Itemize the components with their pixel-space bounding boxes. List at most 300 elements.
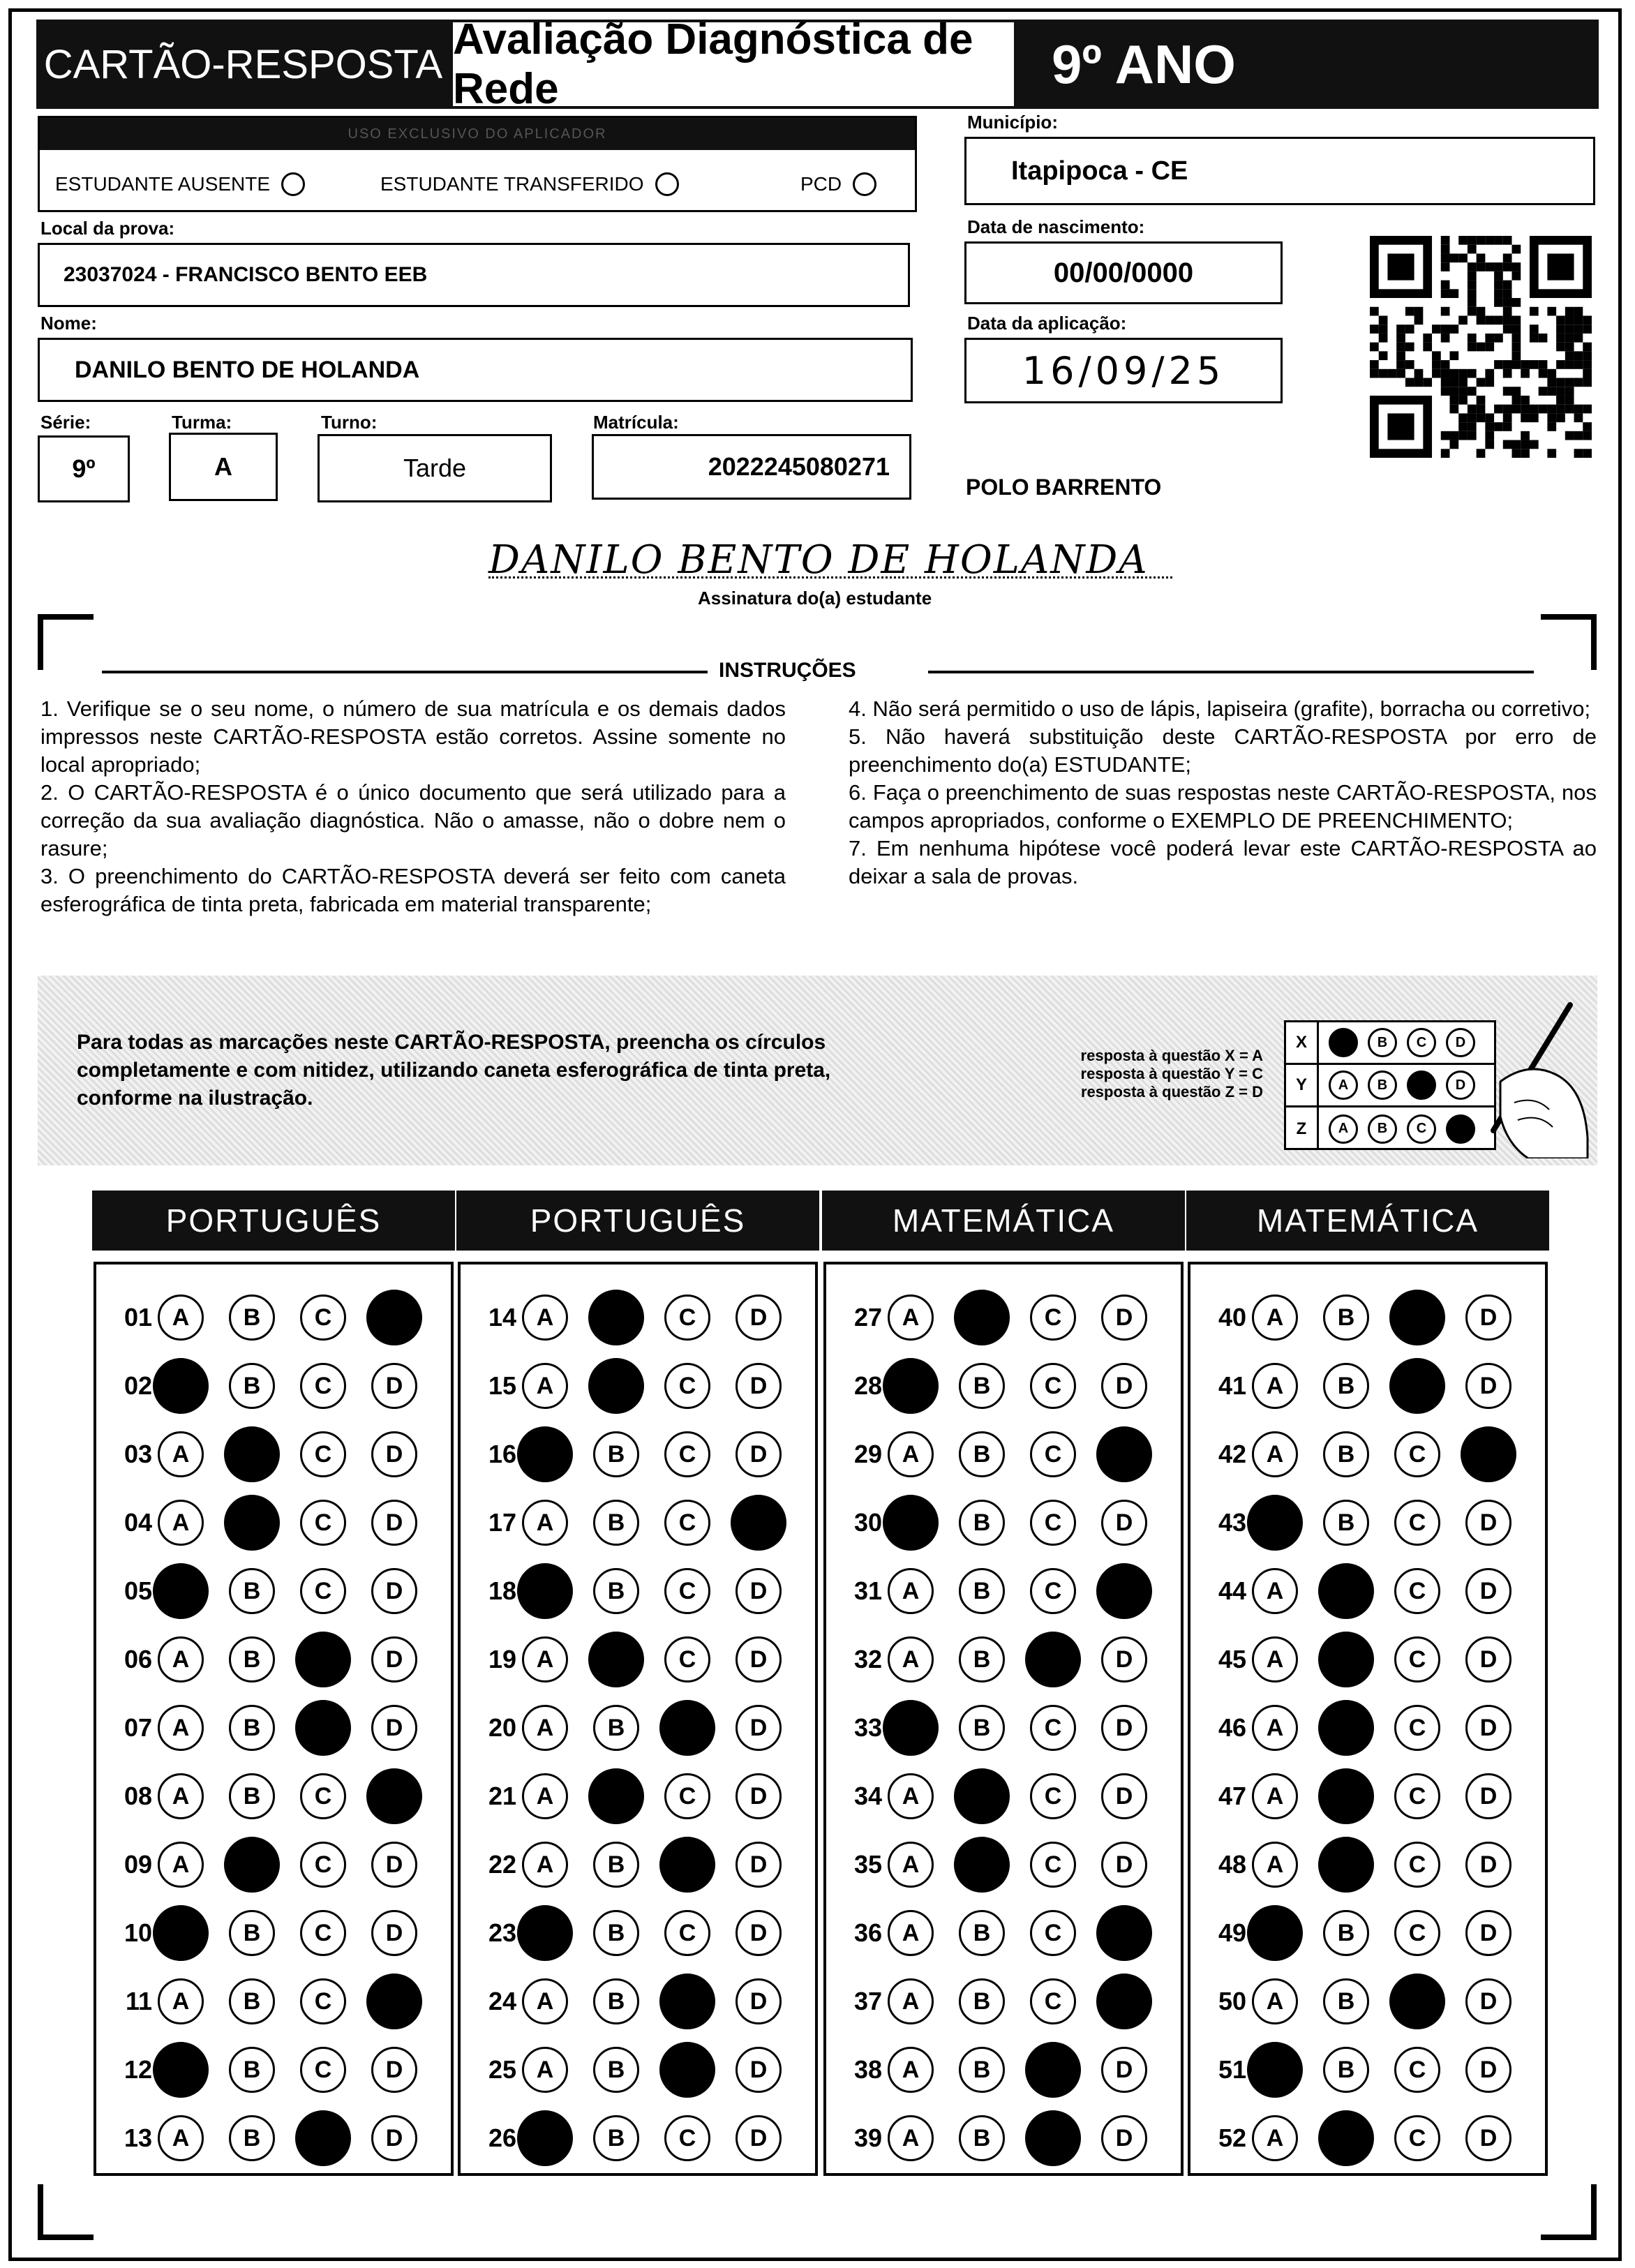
answer-bubble-letter: A [536,1509,554,1536]
answer-bubble-a[interactable] [1252,1363,1298,1409]
answer-bubble-c[interactable] [1394,1636,1440,1683]
answer-bubble-a[interactable] [158,1295,204,1341]
answer-bubble-c[interactable] [300,1773,346,1819]
answer-bubble-b[interactable] [954,1290,1010,1345]
answer-bubble-letter: C [1408,1919,1426,1946]
answer-bubble-a[interactable] [1252,1568,1298,1614]
answer-bubble-d[interactable] [1465,1295,1511,1341]
answer-bubble-b[interactable] [229,1295,275,1341]
answer-bubble-d[interactable] [1101,1636,1147,1683]
answer-bubble-c[interactable] [300,1842,346,1888]
answer-bubble-letter: A [902,2124,920,2151]
answer-bubble-letter: D [1115,1851,1133,1878]
answer-bubble-d[interactable] [731,1495,786,1551]
answer-bubble-a[interactable] [158,1705,204,1751]
answer-bubble-d[interactable] [1465,1500,1511,1546]
answer-bubble-c[interactable] [1394,2047,1440,2093]
answer-bubble-c[interactable] [664,1431,710,1477]
question-row [473,2045,807,2095]
answer-bubble-c[interactable] [1030,1568,1076,1614]
answer-bubble-c[interactable] [659,1974,715,2029]
answer-bubble-b[interactable] [959,2047,1005,2093]
answer-bubble-d[interactable] [736,1363,782,1409]
answer-bubble-a[interactable] [1247,1495,1303,1551]
answer-bubble-a[interactable] [522,1500,568,1546]
enrollment-label: Matrícula: [593,412,679,433]
answer-bubble-d[interactable] [736,1773,782,1819]
answer-bubble-d[interactable] [1101,1773,1147,1819]
example-row-label: Y [1286,1065,1319,1105]
answer-bubble-d[interactable] [1096,1905,1152,1961]
transferred-radio[interactable] [655,172,679,196]
answer-bubble-b[interactable] [1323,1500,1369,1546]
answer-bubble-c[interactable] [659,1837,715,1893]
answer-bubble-d[interactable] [366,1974,422,2029]
answer-bubble-b[interactable] [593,2047,639,2093]
answer-bubble-a[interactable] [158,1636,204,1683]
answer-bubble-d[interactable] [366,1290,422,1345]
answer-bubble-d[interactable] [1465,1568,1511,1614]
answer-bubble-letter: D [1479,1714,1498,1741]
answer-bubble-c[interactable] [300,1431,346,1477]
answer-bubble-a[interactable] [888,2115,934,2161]
answer-bubble-d[interactable] [371,1842,417,1888]
legend-item: resposta à questão X = A [1080,1047,1263,1064]
answer-bubble-c[interactable] [1394,1500,1440,1546]
answer-bubble-b[interactable] [593,1705,639,1751]
answer-bubble-b[interactable] [954,1837,1010,1893]
answer-bubble-a[interactable] [522,1773,568,1819]
answer-bubble-c[interactable] [664,1500,710,1546]
answer-bubble-d[interactable] [1461,1426,1516,1482]
answer-bubble-letter: A [536,1714,554,1741]
answer-bubble-d[interactable] [371,2047,417,2093]
answer-bubble-letter: D [1115,1782,1133,1810]
answer-bubble-a[interactable] [888,2047,934,2093]
answer-bubble-c[interactable] [664,1295,710,1341]
answer-bubble-a[interactable] [1252,1705,1298,1751]
answer-bubble-c[interactable] [300,1910,346,1956]
answer-bubble-c[interactable] [1394,1773,1440,1819]
answer-bubble-b[interactable] [1318,1837,1374,1893]
answer-bubble-d[interactable] [1465,2047,1511,2093]
shift-label: Turno: [321,412,378,433]
answer-bubble-b[interactable] [229,1773,275,1819]
answer-bubble-letter: D [385,1440,403,1468]
answer-bubble-c[interactable] [1030,1910,1076,1956]
answer-bubble-c[interactable] [1389,1358,1445,1414]
grade-title: 9º ANO [1017,20,1599,109]
answer-bubble-letter: C [1044,1304,1062,1331]
signature-line [488,576,1172,579]
answer-bubble-letter: B [607,1440,625,1468]
answer-bubble-b[interactable] [588,1768,644,1824]
answer-bubble-letter: C [314,1919,332,1946]
answer-bubble-a[interactable] [1252,1978,1298,2024]
answer-bubble-b[interactable] [593,1910,639,1956]
instruction-item: 1. Verifique se o seu nome, o número de sua matrícula e os demais dados impressos neste CARTÃO-RESPOSTA estão corretos. Assine somente no local apropriado; [40,696,786,777]
answer-bubble-b[interactable] [229,1636,275,1683]
exam-location-label: Local da prova: [40,218,175,239]
answer-bubble-b[interactable] [593,1431,639,1477]
answer-bubble-a[interactable] [1252,2115,1298,2161]
answer-bubble-d[interactable] [736,1842,782,1888]
answer-bubble-letter: C [678,1440,696,1468]
answer-bubble-a[interactable] [158,1500,204,1546]
question-number: 02 [124,1371,152,1400]
answer-bubble-a[interactable] [888,1568,934,1614]
question-number: 51 [1218,2055,1246,2084]
answer-bubble-letter: C [1408,1714,1426,1741]
answer-bubble-d[interactable] [736,2047,782,2093]
answer-bubble-d[interactable] [1101,1295,1147,1341]
instruction-item: 6. Faça o preenchimento de suas respostas neste CARTÃO-RESPOSTA, nos campos apropriados, conforme o EXEMPLO DE PREENCHIMENTO; [849,780,1597,833]
question-row [109,1292,442,1343]
answer-bubble-a[interactable] [1252,1773,1298,1819]
answer-bubble-b[interactable] [959,1568,1005,1614]
question-number: 42 [1218,1440,1246,1468]
example-bubble-c [1407,1028,1436,1057]
example-bubble-letter: D [1455,1077,1466,1093]
exam-location-value: 23037024 - FRANCISCO BENTO EEB [64,263,428,286]
answer-bubble-b[interactable] [959,1431,1005,1477]
answer-bubble-c[interactable] [295,2110,351,2166]
answer-bubble-a[interactable] [153,2042,209,2098]
answer-bubble-letter: D [749,1577,768,1604]
name-value: DANILO BENTO DE HOLANDA [75,356,420,383]
answer-bubble-letter: A [1266,2124,1284,2151]
answer-bubble-letter: C [1408,1851,1426,1878]
answer-bubble-b[interactable] [229,1363,275,1409]
answer-bubble-d[interactable] [371,1636,417,1683]
answer-bubble-letter: B [973,1714,991,1741]
question-row [109,1771,442,1821]
answer-bubble-c[interactable] [1030,1978,1076,2024]
answer-bubble-c[interactable] [1394,2115,1440,2161]
answer-bubble-a[interactable] [158,1978,204,2024]
answer-bubble-b[interactable] [229,1978,275,2024]
answer-bubble-a[interactable] [522,1705,568,1751]
answer-bubble-a[interactable] [153,1358,209,1414]
corner-mark-bottom-left [38,2184,94,2240]
answer-bubble-d[interactable] [1101,2115,1147,2161]
answer-bubble-c[interactable] [300,2047,346,2093]
answer-bubble-b[interactable] [588,1290,644,1345]
answer-bubble-d[interactable] [1096,1563,1152,1619]
answer-bubble-c[interactable] [1030,1500,1076,1546]
answer-bubble-b[interactable] [1323,1295,1369,1341]
question-row [1203,1498,1537,1548]
answer-bubble-c[interactable] [664,1773,710,1819]
answer-bubble-d[interactable] [1096,1974,1152,2029]
answer-bubble-b[interactable] [1323,2047,1369,2093]
answer-bubble-a[interactable] [883,1700,939,1756]
answer-bubble-c[interactable] [300,1295,346,1341]
answer-bubble-b[interactable] [959,1910,1005,1956]
pcd-radio[interactable] [853,172,876,196]
answer-bubble-letter: A [1266,1987,1284,2015]
answer-bubble-a[interactable] [888,1431,934,1477]
answer-bubble-d[interactable] [1465,1910,1511,1956]
answer-bubble-b[interactable] [593,2115,639,2161]
answer-bubble-b[interactable] [1323,1978,1369,2024]
question-row [839,2113,1172,2163]
answer-bubble-c[interactable] [1394,1842,1440,1888]
answer-bubble-c[interactable] [1030,1773,1076,1819]
answer-bubble-letter: C [1044,1987,1062,2015]
instructions-left [40,695,786,918]
answer-bubble-letter: A [172,1851,190,1878]
answer-bubble-b[interactable] [224,1837,280,1893]
answer-bubble-c[interactable] [659,1700,715,1756]
answer-bubble-b[interactable] [588,1632,644,1687]
question-number: 39 [853,2124,882,2152]
answer-bubble-b[interactable] [229,1910,275,1956]
answer-bubble-d[interactable] [371,1568,417,1614]
answer-bubble-a[interactable] [883,1495,939,1551]
answer-bubble-c[interactable] [1394,1705,1440,1751]
answer-bubble-d[interactable] [736,2115,782,2161]
answer-bubble-b[interactable] [593,1978,639,2024]
answer-bubble-d[interactable] [1101,1842,1147,1888]
answer-bubble-a[interactable] [517,1563,573,1619]
answer-bubble-d[interactable] [1101,1705,1147,1751]
answer-bubble-d[interactable] [1101,1363,1147,1409]
question-row [839,1908,1172,1958]
answer-bubble-d[interactable] [1465,1773,1511,1819]
answer-bubble-b[interactable] [593,1842,639,1888]
answer-bubble-a[interactable] [158,1431,204,1477]
question-number: 03 [124,1440,152,1468]
answer-bubble-a[interactable] [1252,1295,1298,1341]
answer-bubble-a[interactable] [153,1563,209,1619]
answer-bubble-a[interactable] [158,2115,204,2161]
example-row-label: X [1286,1022,1319,1063]
answer-bubble-a[interactable] [517,2110,573,2166]
answer-bubble-a[interactable] [1252,1431,1298,1477]
answer-bubble-a[interactable] [888,1636,934,1683]
answer-bubble-b[interactable] [1318,1700,1374,1756]
answer-bubble-a[interactable] [883,1358,939,1414]
question-number: 37 [853,1987,882,2015]
answer-bubble-c[interactable] [1030,1705,1076,1751]
answer-bubble-c[interactable] [1030,1295,1076,1341]
question-row [473,1771,807,1821]
answer-bubble-letter: D [385,1714,403,1741]
answer-bubble-b[interactable] [229,1705,275,1751]
answer-bubble-b[interactable] [1318,1632,1374,1687]
enrollment-value: 2022245080271 [708,452,890,481]
answer-bubble-d[interactable] [371,1705,417,1751]
answer-bubble-letter: B [607,1851,625,1878]
answer-bubble-d[interactable] [371,1363,417,1409]
answer-bubble-d[interactable] [371,1910,417,1956]
answer-bubble-c[interactable] [1030,1431,1076,1477]
answer-bubble-b[interactable] [959,1500,1005,1546]
answer-bubble-d[interactable] [736,1295,782,1341]
answer-bubble-c[interactable] [1030,1842,1076,1888]
answer-bubble-b[interactable] [1318,1563,1374,1619]
answer-bubble-d[interactable] [1101,2047,1147,2093]
answer-bubble-a[interactable] [517,1905,573,1961]
answer-bubble-c[interactable] [1389,1290,1445,1345]
answer-bubble-c[interactable] [1025,2110,1081,2166]
answer-bubble-c[interactable] [295,1700,351,1756]
answer-bubble-b[interactable] [1323,1363,1369,1409]
answer-bubble-b[interactable] [1323,1910,1369,1956]
answer-bubble-d[interactable] [736,1568,782,1614]
answer-bubble-a[interactable] [522,1295,568,1341]
answer-bubble-a[interactable] [517,1426,573,1482]
answer-bubble-d[interactable] [1465,1705,1511,1751]
answer-bubble-a[interactable] [1252,1842,1298,1888]
answer-bubble-a[interactable] [1247,2042,1303,2098]
answer-bubble-d[interactable] [371,1500,417,1546]
answer-bubble-d[interactable] [1101,1500,1147,1546]
answer-bubble-letter: C [1044,1714,1062,1741]
answer-bubble-letter: D [749,1987,768,2015]
example-bubble-d [1446,1114,1475,1144]
answer-bubble-letter: B [607,2056,625,2083]
answer-bubble-d[interactable] [736,1978,782,2024]
answer-bubble-c[interactable] [295,1632,351,1687]
answer-bubble-letter: D [385,1372,403,1399]
answer-bubble-a[interactable] [522,1978,568,2024]
answer-bubble-c[interactable] [664,1636,710,1683]
legend-item: resposta à questão Y = C [1080,1065,1263,1082]
answer-bubble-d[interactable] [371,1431,417,1477]
answer-bubble-letter: D [385,1577,403,1604]
question-row [109,1840,442,1890]
card-title: CARTÃO-RESPOSTA [36,20,450,109]
answer-bubble-b[interactable] [954,1768,1010,1824]
answer-bubble-c[interactable] [664,1363,710,1409]
applicator-box [38,116,917,212]
answer-bubble-a[interactable] [888,1910,934,1956]
answer-bubble-d[interactable] [1096,1426,1152,1482]
answer-bubble-letter: C [1408,1440,1426,1468]
answer-bubble-c[interactable] [664,2115,710,2161]
question-row [473,1976,807,2027]
answer-bubble-a[interactable] [158,1842,204,1888]
answer-bubble-b[interactable] [588,1358,644,1414]
answer-bubble-b[interactable] [593,1500,639,1546]
answer-bubble-c[interactable] [664,1910,710,1956]
subject-header: PORTUGUÊS [456,1191,819,1251]
answer-bubble-c[interactable] [1389,1974,1445,2029]
answer-bubble-b[interactable] [224,1495,280,1551]
answer-bubble-d[interactable] [1465,1842,1511,1888]
answer-bubble-a[interactable] [158,1773,204,1819]
answer-bubble-b[interactable] [959,1978,1005,2024]
pcd-option[interactable] [800,172,876,196]
answer-bubble-c[interactable] [659,2042,715,2098]
answer-bubble-d[interactable] [371,2115,417,2161]
answer-bubble-d[interactable] [1465,1363,1511,1409]
answer-bubble-letter: C [1408,2124,1426,2151]
absent-option[interactable] [55,172,305,196]
answer-bubble-a[interactable] [888,1295,934,1341]
answer-bubble-d[interactable] [1465,2115,1511,2161]
question-row [109,1429,442,1479]
answer-bubble-c[interactable] [1394,1910,1440,1956]
answer-bubble-letter: C [314,1372,332,1399]
answer-bubble-letter: D [1115,1714,1133,1741]
application-date-field[interactable] [964,338,1283,403]
answer-bubble-d[interactable] [1465,1978,1511,2024]
answer-bubble-b[interactable] [229,2115,275,2161]
question-row [1203,2113,1537,2163]
answer-bubble-c[interactable] [1025,1632,1081,1687]
answer-bubble-c[interactable] [300,1363,346,1409]
answer-bubble-b[interactable] [593,1568,639,1614]
answer-bubble-d[interactable] [736,1636,782,1683]
answer-bubble-b[interactable] [229,2047,275,2093]
answer-bubble-c[interactable] [1030,1363,1076,1409]
answer-bubble-letter: A [902,1987,920,2015]
question-row [839,1566,1172,1616]
answer-bubble-a[interactable] [522,1636,568,1683]
answer-bubble-a[interactable] [888,1842,934,1888]
answer-bubble-a[interactable] [522,1363,568,1409]
answer-bubble-c[interactable] [1394,1568,1440,1614]
answer-bubble-b[interactable] [1318,1768,1374,1824]
answer-bubble-a[interactable] [522,1842,568,1888]
answer-bubble-b[interactable] [959,1363,1005,1409]
answer-bubble-b[interactable] [959,1705,1005,1751]
answer-bubble-c[interactable] [1025,2042,1081,2098]
answer-bubble-a[interactable] [888,1978,934,2024]
answer-bubble-letter: B [973,1646,991,1673]
question-number: 20 [488,1713,516,1742]
answer-bubble-a[interactable] [522,2047,568,2093]
answer-bubble-letter: D [1479,1782,1498,1810]
answer-bubble-b[interactable] [959,2115,1005,2161]
answer-bubble-c[interactable] [1394,1431,1440,1477]
answer-bubble-letter: C [1044,1509,1062,1536]
answer-bubble-a[interactable] [1247,1905,1303,1961]
answer-bubble-letter: D [1479,1372,1498,1399]
answer-bubble-c[interactable] [300,1568,346,1614]
answer-bubble-a[interactable] [153,1905,209,1961]
answer-bubble-d[interactable] [1465,1636,1511,1683]
answer-bubble-d[interactable] [736,1431,782,1477]
answer-bubble-b[interactable] [1323,1431,1369,1477]
exam-location-field [38,243,910,307]
answer-bubble-d[interactable] [736,1910,782,1956]
class-label: Turma: [172,412,232,433]
transferred-option[interactable] [380,172,679,196]
answer-bubble-letter: B [607,1714,625,1741]
answer-bubble-letter: C [314,1577,332,1604]
answer-bubble-b[interactable] [224,1426,280,1482]
answer-bubble-d[interactable] [736,1705,782,1751]
answer-bubble-letter: B [607,1577,625,1604]
answer-bubble-d[interactable] [366,1768,422,1824]
answer-bubble-letter: D [749,1304,768,1331]
answer-bubble-c[interactable] [300,1500,346,1546]
answer-bubble-c[interactable] [664,1568,710,1614]
answer-bubble-letter: A [172,1782,190,1810]
answer-bubble-c[interactable] [300,1978,346,2024]
answer-bubble-b[interactable] [229,1568,275,1614]
answer-bubble-b[interactable] [1318,2110,1374,2166]
answer-bubble-b[interactable] [959,1636,1005,1683]
absent-radio[interactable] [281,172,305,196]
question-number: 14 [488,1303,516,1331]
answer-bubble-a[interactable] [1252,1636,1298,1683]
answer-bubble-a[interactable] [888,1773,934,1819]
